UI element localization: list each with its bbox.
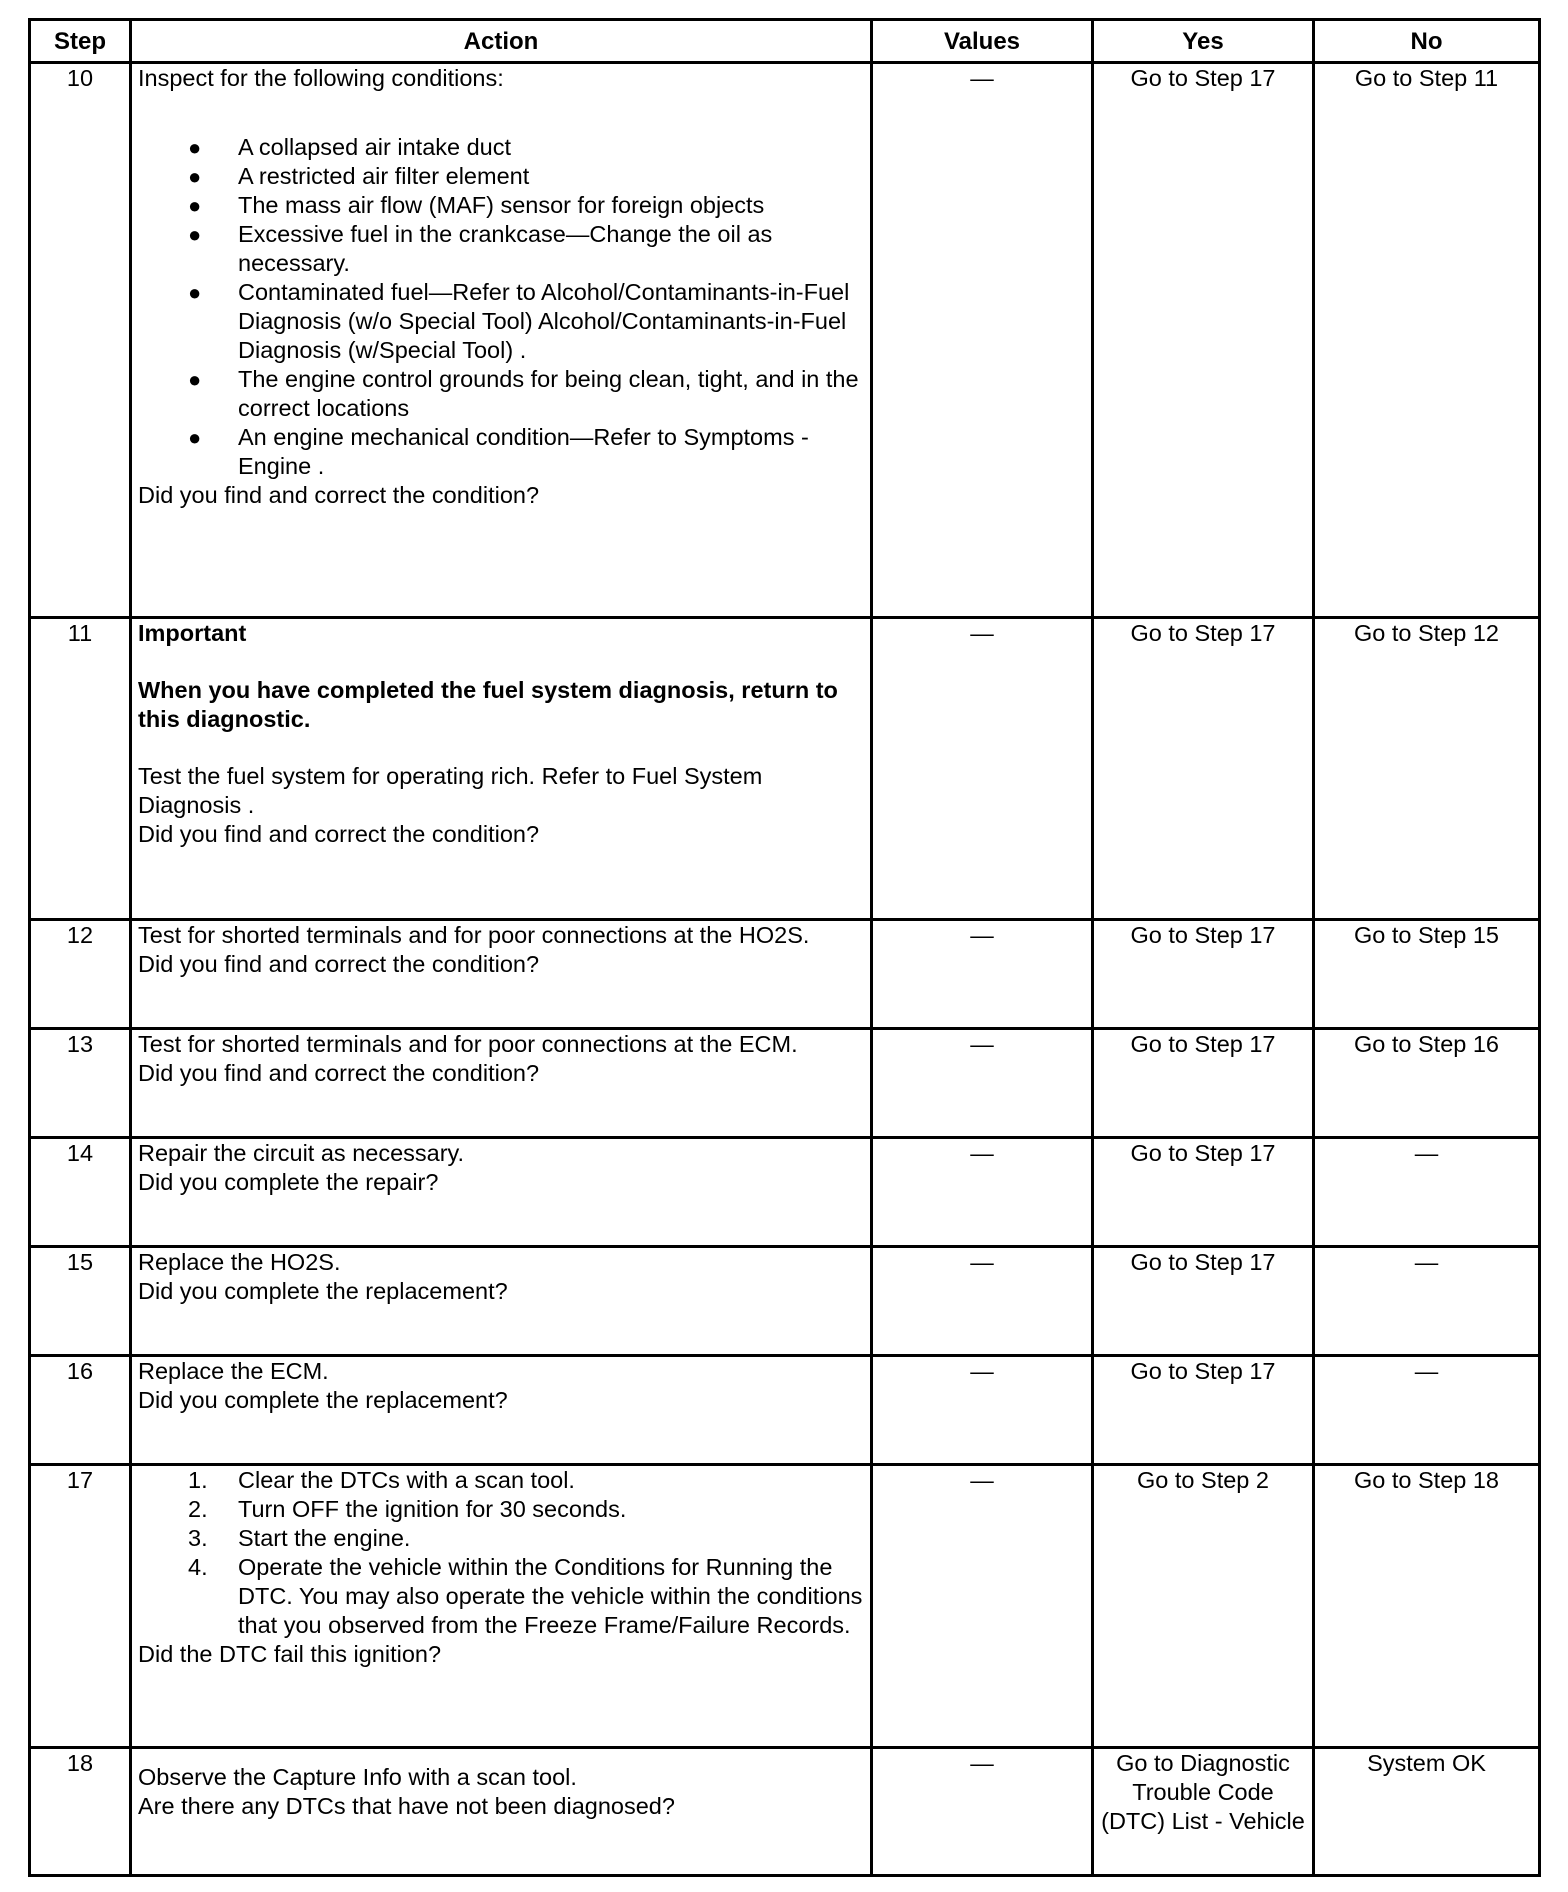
list-item: ● Contaminated fuel—Refer to Alcohol/Contaminants-in-Fuel Diagnosis (w/o Special Tool) Alcohol/Contaminants-in-Fuel Diagnosis (w/Special Tool) . — [188, 279, 850, 363]
table-row — [30, 1748, 1540, 1876]
action-text: Test for shorted terminals and for poor connections at the HO2S. — [138, 922, 810, 948]
no-cell: Go to Step 11 — [1314, 63, 1540, 618]
step-number: 18 — [30, 1748, 131, 1876]
no-cell: Go to Step 18 — [1314, 1465, 1540, 1748]
action-question: Did you find and correct the condition? — [138, 482, 540, 508]
header-no: No — [1314, 20, 1540, 63]
table-row — [30, 1029, 1540, 1138]
no-cell: Go to Step 15 — [1314, 920, 1540, 1029]
header-values: Values — [872, 20, 1093, 63]
action-cell — [131, 1029, 872, 1138]
no-cell: Go to Step 16 — [1314, 1029, 1540, 1138]
yes-cell: Go to Step 17 — [1093, 920, 1314, 1029]
yes-cell: Go to Diagnostic Trouble Code (DTC) List - Vehicle — [1093, 1748, 1314, 1876]
step-number: 12 — [30, 920, 131, 1029]
list-item: ● The mass air flow (MAF) sensor for foreign objects — [188, 192, 765, 218]
action-cell — [131, 1748, 872, 1876]
values-cell: — — [872, 1247, 1093, 1356]
list-item: ● A restricted air filter element — [188, 163, 530, 189]
action-question: Did you find and correct the condition? — [138, 821, 540, 847]
list-item: 3. Start the engine. — [188, 1525, 411, 1551]
action-intro: Inspect for the following conditions: — [138, 65, 504, 91]
step-number: 15 — [30, 1247, 131, 1356]
diagnostic-table — [28, 18, 1541, 1877]
list-item: ● The engine control grounds for being clean, tight, and in the correct locations — [188, 366, 859, 421]
list-item: 1. Clear the DTCs with a scan tool. — [188, 1467, 575, 1493]
important-label: Important — [138, 620, 247, 646]
action-cell — [131, 1356, 872, 1465]
action-cell — [131, 1138, 872, 1247]
table-row — [30, 618, 1540, 920]
table-row — [30, 1138, 1540, 1247]
bullet-icon: ● — [188, 425, 202, 450]
no-cell: — — [1314, 1356, 1540, 1465]
bullet-icon: ● — [188, 164, 202, 189]
action-cell — [131, 63, 872, 618]
values-cell: — — [872, 618, 1093, 920]
no-cell: — — [1314, 1138, 1540, 1247]
diagnostic-table-page — [28, 18, 1538, 1877]
action-cell — [131, 618, 872, 920]
values-cell: — — [872, 1748, 1093, 1876]
values-cell: — — [872, 1029, 1093, 1138]
no-cell: — — [1314, 1247, 1540, 1356]
yes-cell: Go to Step 17 — [1093, 618, 1314, 920]
values-cell: — — [872, 1465, 1093, 1748]
action-text: Replace the HO2S. — [138, 1249, 341, 1275]
list-item: ● An engine mechanical condition—Refer to Symptoms - Engine . — [188, 424, 809, 479]
values-cell: — — [872, 63, 1093, 618]
values-cell: — — [872, 1138, 1093, 1247]
list-item: ● A collapsed air intake duct — [188, 134, 512, 160]
table-row — [30, 1465, 1540, 1748]
list-item: 4. Operate the vehicle within the Conditions for Running the DTC. You may also operate the vehicle within the conditions that you observed from the Freeze Frame/Failure Records. — [188, 1554, 863, 1638]
bullet-icon: ● — [188, 222, 202, 247]
procedure-list — [138, 1466, 864, 1640]
yes-cell: Go to Step 2 — [1093, 1465, 1314, 1748]
table-row — [30, 920, 1540, 1029]
step-number: 10 — [30, 63, 131, 618]
no-cell: Go to Step 12 — [1314, 618, 1540, 920]
action-question: Did you complete the repair? — [138, 1169, 439, 1195]
yes-cell: Go to Step 17 — [1093, 1247, 1314, 1356]
action-question: Did you complete the replacement? — [138, 1387, 508, 1413]
yes-cell: Go to Step 17 — [1093, 1029, 1314, 1138]
condition-list — [138, 133, 864, 481]
table-row — [30, 63, 1540, 618]
action-cell — [131, 1465, 872, 1748]
step-number: 13 — [30, 1029, 131, 1138]
action-text: Test the fuel system for operating rich. Refer to Fuel System Diagnosis . — [138, 763, 763, 818]
list-item: ● Excessive fuel in the crankcase—Change the oil as necessary. — [188, 221, 773, 276]
no-cell: System OK — [1314, 1748, 1540, 1876]
action-cell — [131, 1247, 872, 1356]
action-text: Observe the Capture Info with a scan tool. — [138, 1764, 577, 1790]
step-number: 14 — [30, 1138, 131, 1247]
list-item: 2. Turn OFF the ignition for 30 seconds. — [188, 1496, 627, 1522]
step-number: 17 — [30, 1465, 131, 1748]
values-cell: — — [872, 920, 1093, 1029]
bullet-icon: ● — [188, 135, 202, 160]
bullet-icon: ● — [188, 280, 202, 305]
step-number: 16 — [30, 1356, 131, 1465]
action-question: Did you find and correct the condition? — [138, 951, 540, 977]
action-question: Are there any DTCs that have not been diagnosed? — [138, 1793, 675, 1819]
yes-cell: Go to Step 17 — [1093, 1138, 1314, 1247]
bullet-icon: ● — [188, 367, 202, 392]
action-cell — [131, 920, 872, 1029]
yes-cell: Go to Step 17 — [1093, 1356, 1314, 1465]
header-step: Step — [30, 20, 131, 63]
action-text: Replace the ECM. — [138, 1358, 329, 1384]
action-question: Did you find and correct the condition? — [138, 1060, 540, 1086]
values-cell: — — [872, 1356, 1093, 1465]
header-yes: Yes — [1093, 20, 1314, 63]
action-text: Test for shorted terminals and for poor connections at the ECM. — [138, 1031, 798, 1057]
yes-cell: Go to Step 17 — [1093, 63, 1314, 618]
action-question: Did you complete the replacement? — [138, 1278, 508, 1304]
table-row — [30, 1247, 1540, 1356]
header-action: Action — [131, 20, 872, 63]
bullet-icon: ● — [188, 193, 202, 218]
table-row — [30, 1356, 1540, 1465]
important-note: When you have completed the fuel system diagnosis, return to this diagnostic. — [138, 677, 838, 732]
table-header-row — [30, 20, 1540, 63]
action-question: Did the DTC fail this ignition? — [138, 1641, 442, 1667]
step-number: 11 — [30, 618, 131, 920]
action-text: Repair the circuit as necessary. — [138, 1140, 465, 1166]
